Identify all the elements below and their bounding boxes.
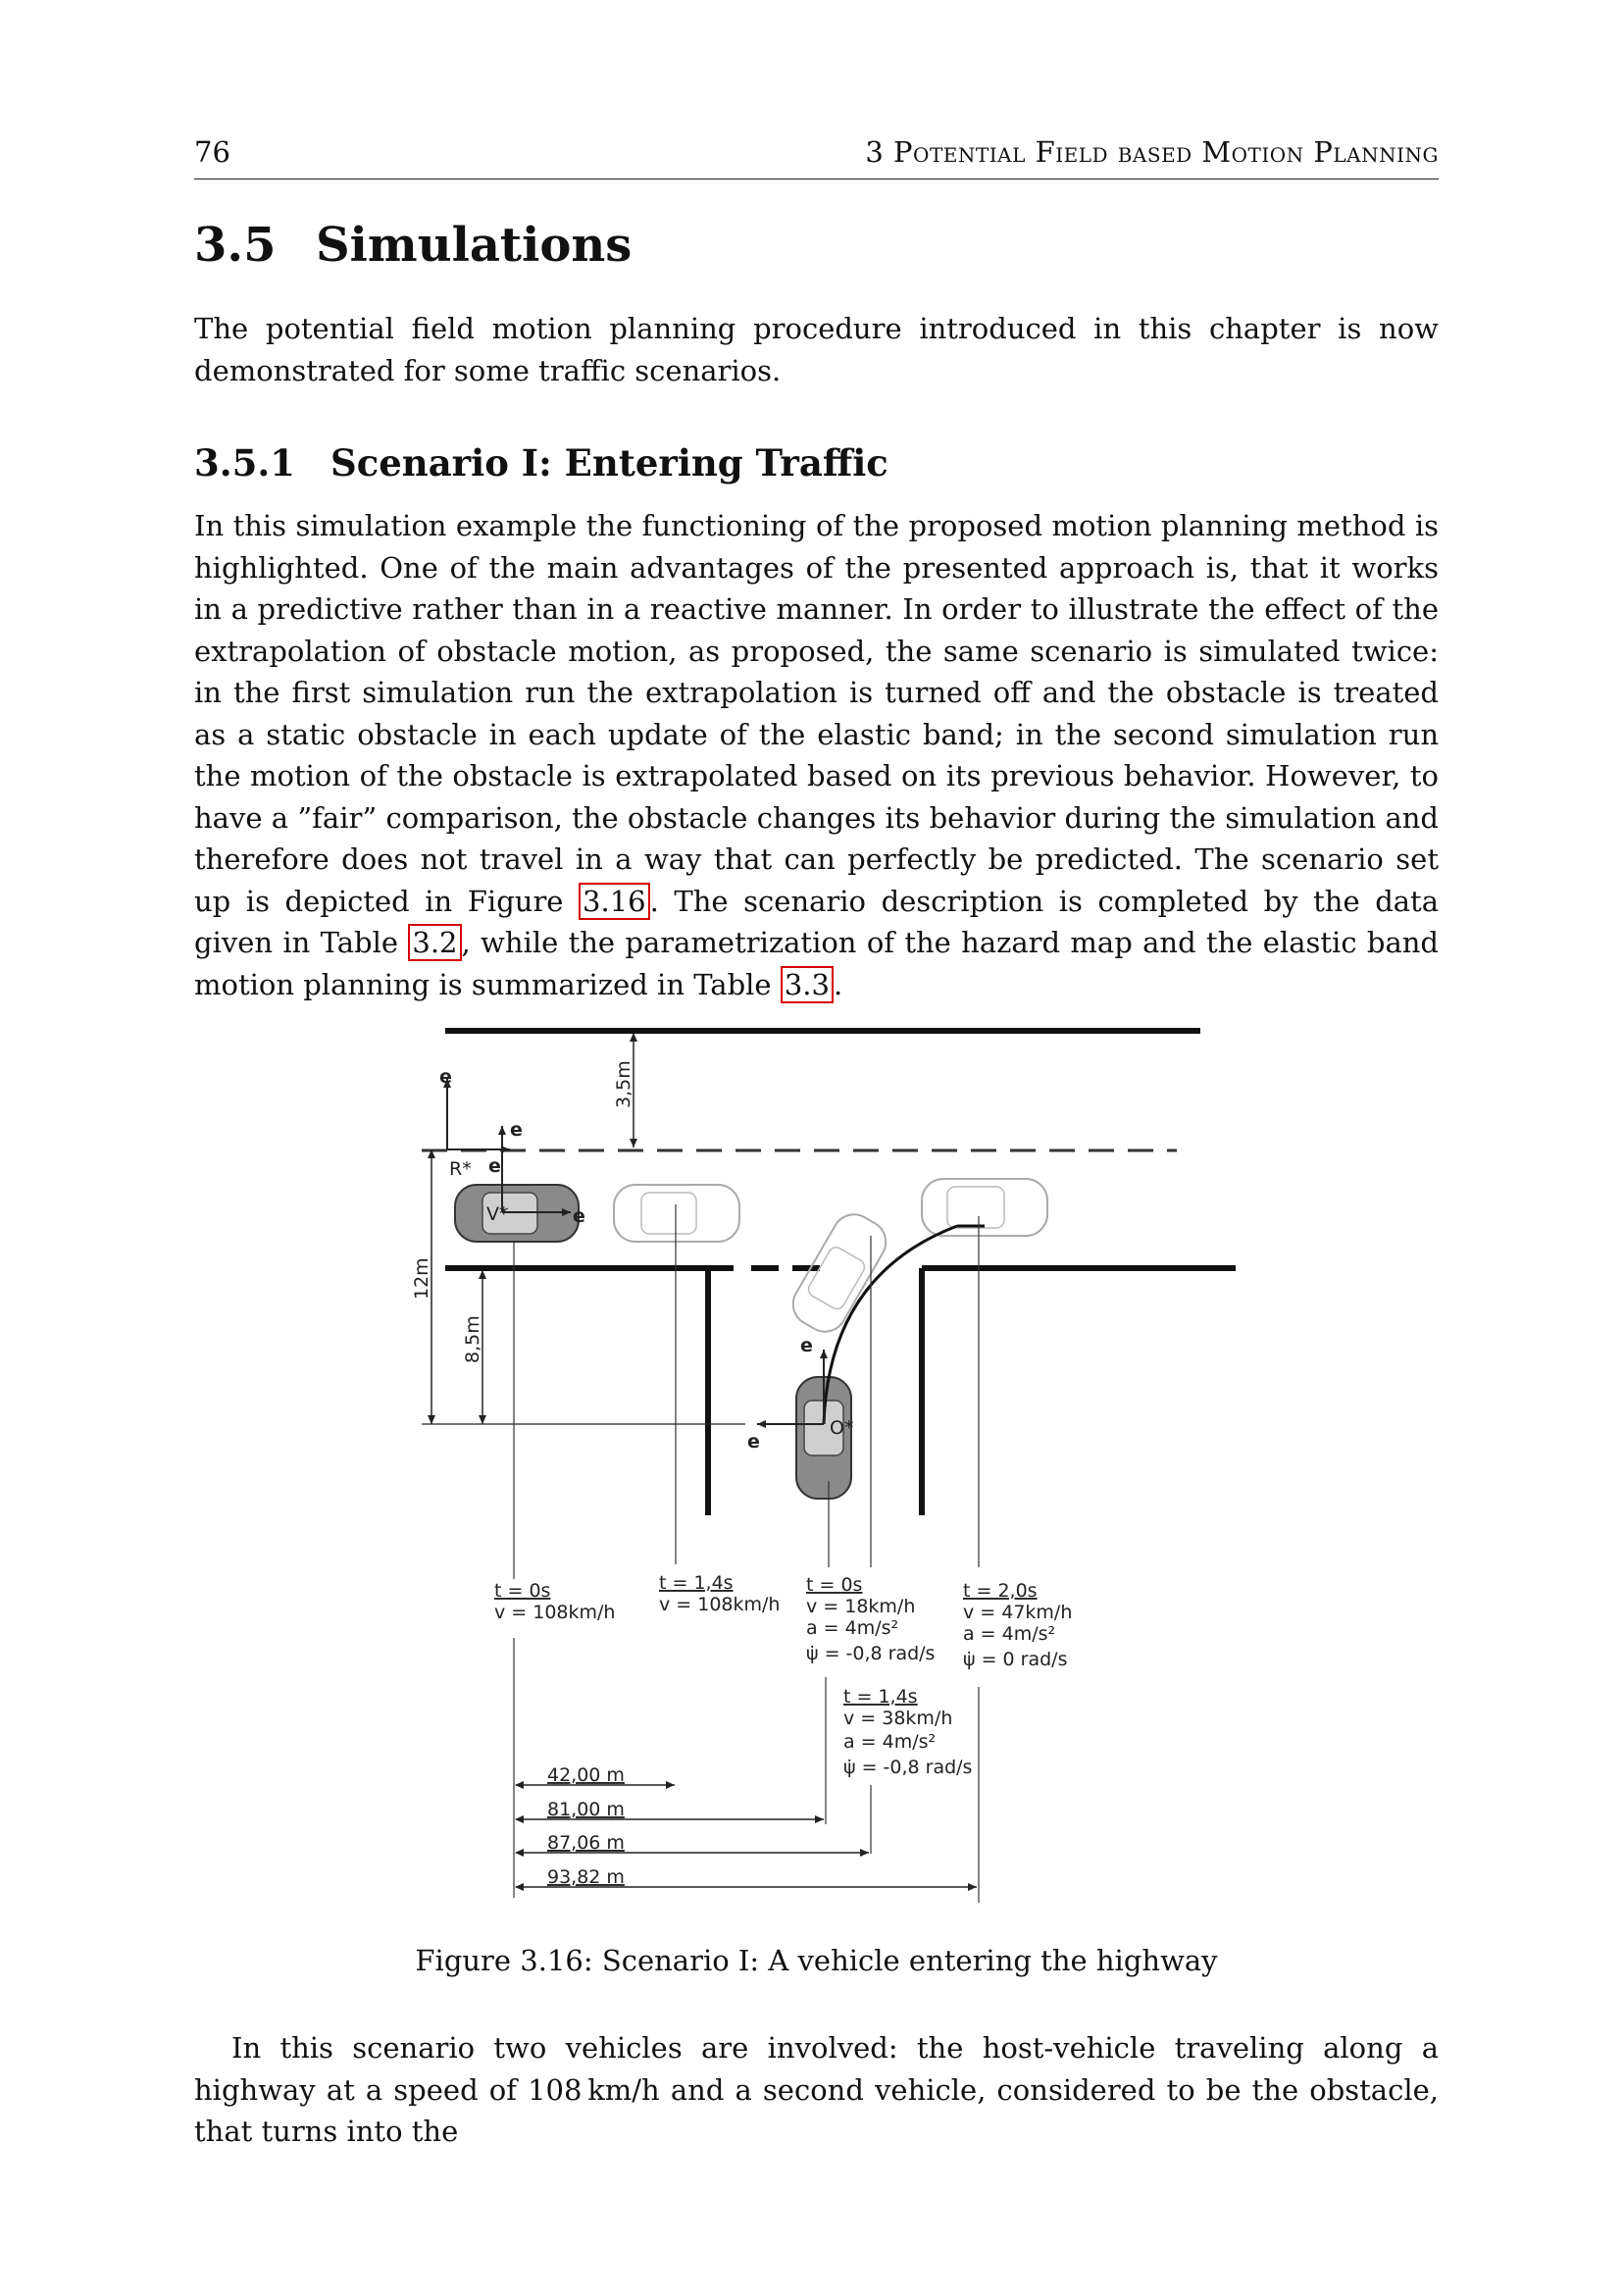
page-number: 76 (194, 135, 230, 169)
subsection-title: Scenario I: Entering Traffic (330, 441, 888, 485)
annotation-obs-t20 (963, 1580, 1072, 1670)
r-frame-ex-label: e (488, 1155, 501, 1177)
distance-label-4: 93,82 m (547, 1866, 625, 1888)
svg-text:v = 47km/h: v = 47km/h (963, 1602, 1073, 1623)
table-reference-link-2[interactable]: 3.3 (781, 966, 834, 1003)
running-header: 3 Potential Field based Motion Planning (865, 135, 1439, 169)
distance-label-2: 81,00 m (547, 1799, 625, 1820)
v-frame-ex-label: e (573, 1205, 585, 1227)
r-origin-label: R* (449, 1158, 472, 1180)
offset-label: 8,5m (462, 1315, 483, 1363)
svg-text:ψ̇ = -0,8 rad/s: ψ̇ = -0,8 rad/s (806, 1643, 936, 1664)
svg-text:a = 4m/s²: a = 4m/s² (806, 1617, 899, 1639)
svg-text:v = 108km/h: v = 108km/h (659, 1594, 781, 1615)
v-frame-ey-label: e (510, 1119, 523, 1141)
annotation-obs-t14 (843, 1686, 972, 1778)
lane-width-label: 3,5m (613, 1060, 634, 1108)
svg-text:v = 108km/h: v = 108km/h (494, 1602, 616, 1623)
o-origin-label: O* (830, 1417, 854, 1439)
o-frame-ex-label: e (800, 1335, 813, 1356)
table-reference-link[interactable]: 3.2 (408, 924, 461, 961)
svg-text:ψ̇ = 0 rad/s: ψ̇ = 0 rad/s (963, 1649, 1068, 1670)
section-heading (194, 218, 632, 273)
svg-text:t = 2,0s: t = 2,0s (963, 1580, 1038, 1602)
figure-caption: Figure 3.16: Scenario I: A vehicle entering the highway (415, 1944, 1218, 1977)
svg-text:a = 4m/s²: a = 4m/s² (963, 1623, 1056, 1645)
subsection-number: 3.5.1 (194, 441, 295, 485)
scenario-diagram (392, 1010, 1236, 1932)
obstacle-ghost-turning (786, 1206, 893, 1339)
subsection-paragraph (194, 505, 1439, 1005)
distance-label-1: 42,00 m (547, 1764, 625, 1786)
distance-label-3: 87,06 m (547, 1832, 625, 1854)
annotation-obs-t0 (806, 1574, 935, 1664)
paragraph-text-3: , while the parametrization of the hazard map and the elastic band motion planning is summarized in Table (194, 926, 1439, 1001)
r-frame-ey-label: e (439, 1066, 452, 1088)
annotation-host-t14 (659, 1572, 780, 1615)
svg-text:t = 1,4s: t = 1,4s (659, 1572, 734, 1594)
road-width-label: 12m (411, 1257, 432, 1300)
svg-text:v = 38km/h: v = 38km/h (843, 1708, 953, 1729)
o-frame-ey-label: e (747, 1431, 760, 1453)
scenario-figure (392, 1010, 1236, 1932)
svg-text:t = 1,4s: t = 1,4s (843, 1686, 918, 1708)
svg-text:ψ̇ = -0,8 rad/s: ψ̇ = -0,8 rad/s (843, 1757, 973, 1778)
svg-text:t = 0s: t = 0s (494, 1580, 551, 1602)
section-number: 3.5 (194, 218, 277, 273)
svg-text:v = 18km/h: v = 18km/h (806, 1596, 916, 1617)
host-vehicle-ghost (614, 1185, 739, 1242)
paragraph-text-2: . The scenario description is completed by the data given in Table (194, 884, 1440, 959)
figure-reference-link[interactable]: 3.16 (579, 883, 650, 920)
paragraph-text-4: . (833, 967, 843, 1001)
section-title: Simulations (316, 218, 633, 273)
svg-text:a = 4m/s²: a = 4m/s² (843, 1731, 937, 1753)
subsection-heading (194, 441, 888, 485)
section-intro: The potential field motion planning procedure introduced in this chapter is now demonstrated for some traffic scenarios. (194, 312, 1439, 387)
paragraph-text-1: In this simulation example the functioning of the proposed motion planning method is highlighted. One of the main advantages of the presented approach is, that it works in a predictive rather than in a reactive manner. In order to illustrate the effect of the extrapolation of obstacle motion, as proposed, the same scenario is simulated twice: in the first simulation run the extrapolation is turned off and the obstacle is treated as a static obstacle in each update of the elastic band; in the second simulation run the motion of the obstacle is extrapolated based on its previous behavior. However, to have a ”fair” comparison, the obstacle changes its behavior during the simulation and therefore does not travel in a way that can perfectly be predicted. The scenario set up is depicted in Figure (194, 509, 1439, 918)
svg-text:t = 0s: t = 0s (806, 1574, 863, 1596)
v-origin-label: V* (486, 1203, 509, 1225)
annotation-host-t0 (494, 1580, 615, 1623)
body-paragraph-after: In this scenario two vehicles are involved: the host-vehicle traveling along a highway at a speed of 108 km/h and a second vehicle, considered to be the obstacle, that turns into the (194, 2031, 1439, 2148)
